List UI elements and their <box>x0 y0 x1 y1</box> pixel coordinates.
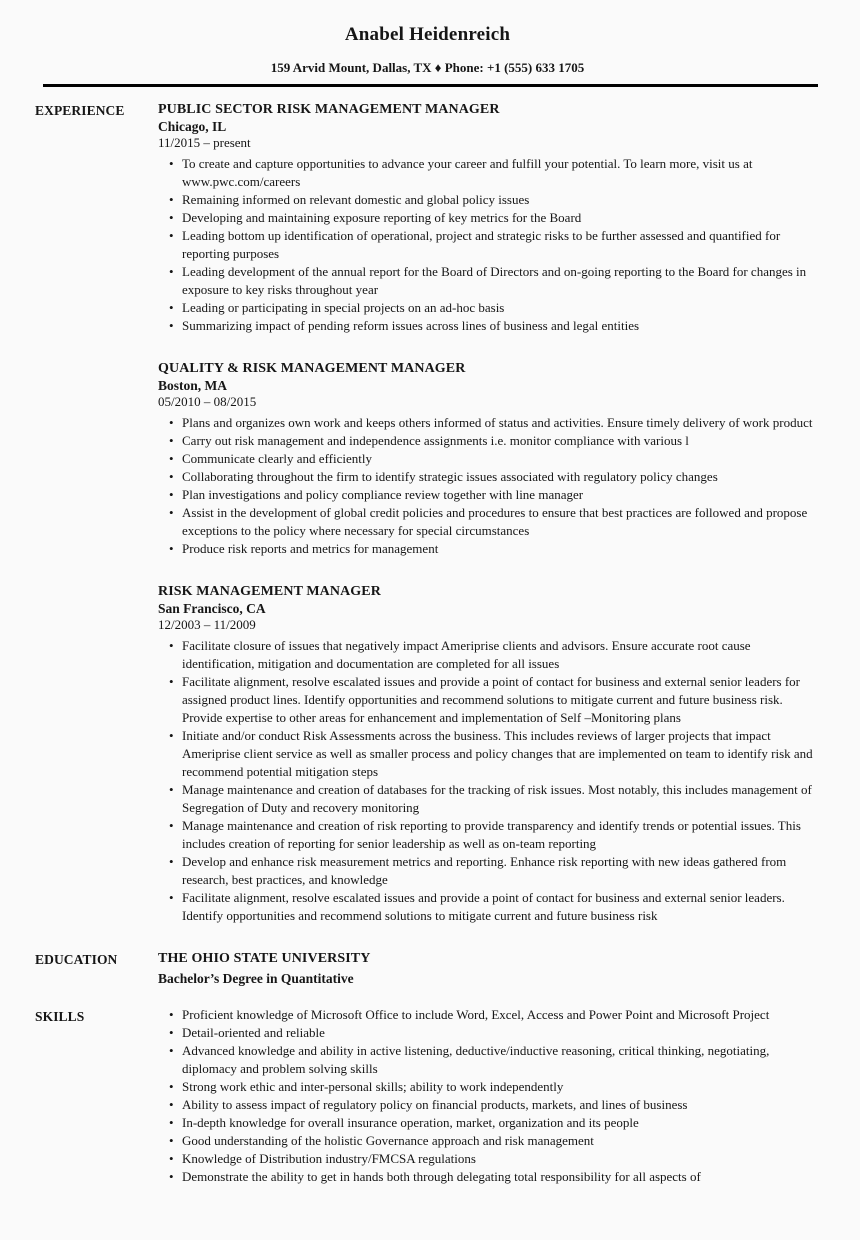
experience-content <box>158 100 820 925</box>
contact-line: 159 Arvid Mount, Dallas, TX ♦ Phone: +1 (555) 633 1705 <box>270 60 585 75</box>
job-entry-1 <box>158 100 820 335</box>
bullet-item: • Detail-oriented and reliable <box>182 1024 820 1042</box>
education-content <box>158 949 820 988</box>
bullet-item: • To create and capture opportunities to advance your career and fulfill your potential. To learn more, visit us at www.pwc.com/careers <box>182 155 820 191</box>
bullet-item: • Developing and maintaining exposure reporting of key metrics for the Board <box>182 209 820 227</box>
degree-name: Bachelor’s Degree in Quantitative <box>158 971 354 986</box>
header-divider <box>43 84 818 87</box>
bullet-item: • Communicate clearly and efficiently <box>182 450 820 468</box>
bullet-item: • Good understanding of the holistic Governance approach and risk management <box>182 1132 820 1150</box>
bullet-item: • Facilitate alignment, resolve escalated issues and provide a point of contact for business and external senior leaders. Identify opportunities and recommend solutions to mitigate current and future business risk <box>182 889 820 925</box>
job-entry-3 <box>158 582 820 925</box>
bullet-item: • Manage maintenance and creation of databases for the tracking of risk issues. Most notably, this includes management of Segregation of Duty and recovery monitoring <box>182 781 820 817</box>
section-skills <box>35 1006 820 1186</box>
bullet-item: • Demonstrate the ability to get in hands both through delegating total responsibility for all aspects of <box>182 1168 820 1186</box>
bullet-item: • Leading or participating in special projects on an ad-hoc basis <box>182 299 820 317</box>
bullet-item: • Ability to assess impact of regulatory policy on financial products, markets, and lines of business <box>182 1096 820 1114</box>
job-title: RISK MANAGEMENT MANAGER <box>158 584 381 599</box>
section-label-education: EDUCATION <box>35 952 118 967</box>
bullet-item: • Collaborating throughout the firm to identify strategic issues associated with regulatory policy changes <box>182 468 820 486</box>
bullet-item: • Initiate and/or conduct Risk Assessments across the business. This includes reviews of larger projects that impact Ameriprise client service as well as smaller process and policy changes that are implemented on team to identify risk and recommend potential mitigation steps <box>182 727 820 781</box>
section-label-experience: EXPERIENCE <box>35 103 125 118</box>
bullet-item: • Knowledge of Distribution industry/FMCSA regulations <box>182 1150 820 1168</box>
bullet-item: • Assist in the development of global credit policies and procedures to ensure that best practices are followed and propose exceptions to the policy where necessary for special circumstances <box>182 504 820 540</box>
resume-header <box>35 24 820 87</box>
job-title: QUALITY & RISK MANAGEMENT MANAGER <box>158 361 466 376</box>
section-label-skills: SKILLS <box>35 1009 85 1024</box>
job-location: Chicago, IL <box>158 119 227 134</box>
bullet-item: • Produce risk reports and metrics for management <box>182 540 820 558</box>
skills-bullet-list <box>158 1006 820 1186</box>
bullet-item: • Manage maintenance and creation of risk reporting to provide transparency and identify trends or potential issues. This includes creation of reporting for senior leadership as well as on-team reporting <box>182 817 820 853</box>
bullet-item: • Plans and organizes own work and keeps others informed of status and activities. Ensure timely delivery of work product <box>182 414 820 432</box>
bullet-item: • Leading development of the annual report for the Board of Directors and on-going reporting to the Board for changes in exposure to key risks throughout year <box>182 263 820 299</box>
job-dates: 11/2015 – present <box>158 135 251 150</box>
bullet-item: • Proficient knowledge of Microsoft Office to include Word, Excel, Access and Power Point and Microsoft Project <box>182 1006 820 1024</box>
job-bullet-list <box>158 414 820 558</box>
bullet-item: • Plan investigations and policy compliance review together with line manager <box>182 486 820 504</box>
job-bullet-list <box>158 155 820 335</box>
school-name: THE OHIO STATE UNIVERSITY <box>158 951 371 966</box>
bullet-item: • Facilitate alignment, resolve escalated issues and provide a point of contact for business and external senior leaders for assigned product lines. Identify opportunities and recommend solutions to mitigate current and future business risk. Provide expertise to other areas for enhancement and implementation of Self –Monitoring plans <box>182 673 820 727</box>
job-dates: 05/2010 – 08/2015 <box>158 394 257 409</box>
bullet-item: • Advanced knowledge and ability in active listening, deductive/inductive reasoning, critical thinking, negotiating, diplomacy and problem solving skills <box>182 1042 820 1078</box>
skills-content <box>158 1006 820 1186</box>
job-location: Boston, MA <box>158 378 228 393</box>
job-dates: 12/2003 – 11/2009 <box>158 617 256 632</box>
job-bullet-list <box>158 637 820 925</box>
bullet-item: • Summarizing impact of pending reform issues across lines of business and legal entities <box>182 317 820 335</box>
page-title: Anabel Heidenreich <box>344 24 511 45</box>
resume-body <box>35 100 820 1186</box>
bullet-item: • In-depth knowledge for overall insurance operation, market, organization and its people <box>182 1114 820 1132</box>
bullet-item: • Develop and enhance risk measurement metrics and reporting. Enhance risk reporting with new ideas gathered from research, best practices, and knowledge <box>182 853 820 889</box>
bullet-item: • Strong work ethic and inter-personal skills; ability to work independently <box>182 1078 820 1096</box>
bullet-item: • Facilitate closure of issues that negatively impact Ameriprise clients and advisors. Ensure accurate root cause identification, mitigation and documentation are completed for all issues <box>182 637 820 673</box>
section-education <box>35 949 820 988</box>
section-experience <box>35 100 820 925</box>
job-title: PUBLIC SECTOR RISK MANAGEMENT MANAGER <box>158 102 500 117</box>
bullet-item: • Leading bottom up identification of operational, project and strategic risks to be further assessed and quantified for reporting purposes <box>182 227 820 263</box>
job-entry-2 <box>158 359 820 558</box>
bullet-item: • Remaining informed on relevant domestic and global policy issues <box>182 191 820 209</box>
bullet-item: • Carry out risk management and independence assignments i.e. monitor compliance with various l <box>182 432 820 450</box>
job-location: San Francisco, CA <box>158 601 266 616</box>
